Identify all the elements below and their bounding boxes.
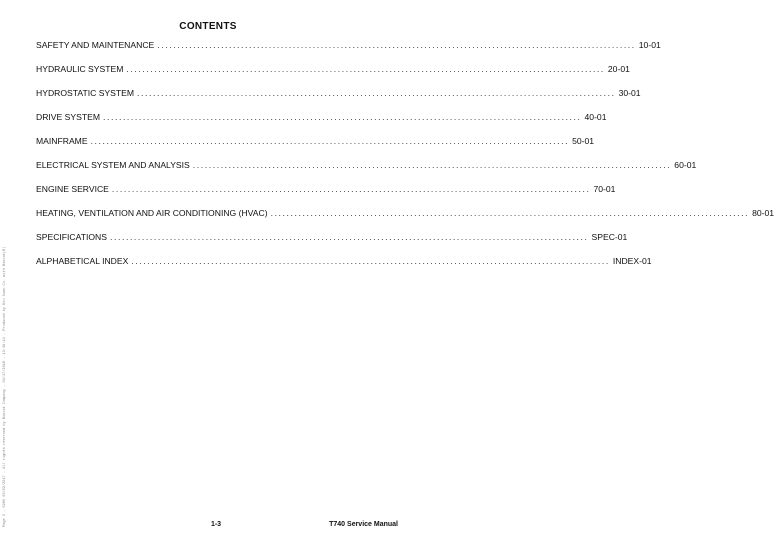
toc-entry[interactable] — [36, 208, 774, 232]
toc-entry[interactable] — [36, 232, 628, 256]
toc-entry[interactable] — [36, 136, 595, 160]
toc-leader-dots: ........................................................................................................................ — [110, 232, 589, 242]
toc-entry-label: MAINFRAME — [36, 136, 88, 146]
toc-entry-label: HYDRAULIC SYSTEM — [36, 64, 124, 74]
toc-entry-label: SPECIFICATIONS — [36, 232, 107, 242]
toc-entry-label: ENGINE SERVICE — [36, 184, 109, 194]
toc-entry[interactable] — [36, 160, 697, 184]
toc-entry[interactable] — [36, 112, 607, 136]
toc-leader-dots: ........................................................................................................................ — [111, 184, 591, 194]
toc-entry-label: ELECTRICAL SYSTEM AND ANALYSIS — [36, 160, 190, 170]
page-number: 1-3 — [210, 521, 222, 528]
toc-entry-page: INDEX-01 — [612, 256, 652, 266]
toc-entry-page: 50-01 — [572, 136, 595, 146]
toc-entry[interactable] — [36, 256, 652, 280]
toc-entry-label: SAFETY AND MAINTENANCE — [36, 40, 155, 50]
print-info-sidebar: Page 3 - 6986 03/02/2017 - All rights reserved by Bobcat Company - 04/17/2018 - 13:19:14 - Produced by Doo Xuan Co. with Bobcat(R) — [3, 246, 7, 527]
toc-entry-label: HEATING, VENTILATION AND AIR CONDITIONING (HVAC) — [36, 208, 268, 218]
toc-entry-page: 30-01 — [618, 88, 641, 98]
toc-entry[interactable] — [36, 40, 661, 64]
manual-title: T740 Service Manual — [329, 521, 398, 528]
toc-entry[interactable] — [36, 88, 641, 112]
toc-entry[interactable] — [36, 64, 630, 88]
toc-leader-dots: ........................................................................................................................ — [103, 112, 582, 122]
toc-entry-label: ALPHABETICAL INDEX — [36, 256, 129, 266]
toc-entry-label: DRIVE SYSTEM — [36, 112, 100, 122]
toc-leader-dots: ........................................................................................................................ — [137, 88, 616, 98]
toc-entry-label: HYDROSTATIC SYSTEM — [36, 88, 135, 98]
toc-entry-page: 60-01 — [674, 160, 697, 170]
toc-entry-page: 80-01 — [752, 208, 774, 218]
table-of-contents — [36, 40, 774, 280]
toc-entry-page: 40-01 — [584, 112, 607, 122]
toc-entry-page: SPEC-01 — [591, 232, 628, 242]
toc-entry-page: 20-01 — [607, 64, 630, 74]
toc-leader-dots: ........................................................................................................................ — [270, 208, 750, 218]
toc-leader-dots: ........................................................................................................................ — [126, 64, 605, 74]
page-title: CONTENTS — [179, 21, 237, 32]
toc-leader-dots: ........................................................................................................................ — [131, 256, 610, 266]
toc-leader-dots: ........................................................................................................................ — [157, 40, 636, 50]
toc-entry[interactable] — [36, 184, 616, 208]
toc-entry-page: 70-01 — [593, 184, 616, 194]
toc-entry-page: 10-01 — [638, 40, 661, 50]
toc-leader-dots: ........................................................................................................................ — [192, 160, 672, 170]
toc-leader-dots: ........................................................................................................................ — [90, 136, 570, 146]
